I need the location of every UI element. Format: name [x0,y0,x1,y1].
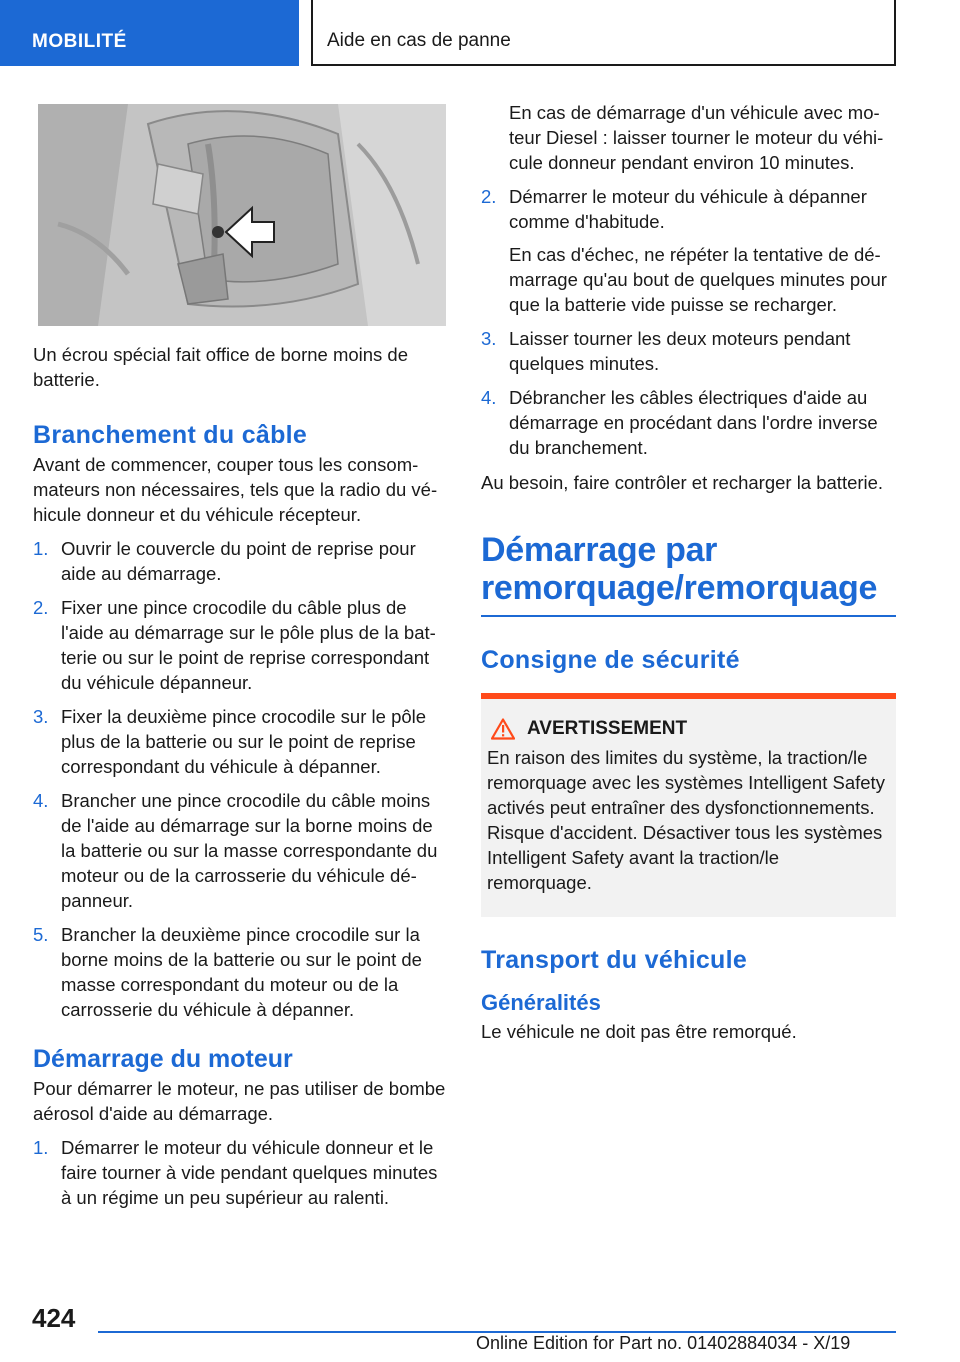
step-text: Débrancher les câbles électriques d'aide au démarrage en procédant dans l'ordre inverse du branchement. [509,387,878,458]
step-text: Laisser tourner les deux moteurs pendant quelques minutes. [509,328,851,374]
step-number: 1. [33,538,49,559]
section-tab: MOBILITÉ [0,0,299,66]
start-intro: Pour démarrer le moteur, ne pas utiliser de bombe aérosol d'aide au démarrage. [33,1078,446,1124]
step-text: Brancher une pince crocodile du câble moins de l'aide au démarrage sur la borne moins de la batterie ou sur la masse correspondante du moteur ou de la carrosserie du véhicule dépanneur. [61,790,438,911]
heading-tow-start [481,531,896,607]
engine-bay-illustration [38,104,446,326]
start-steps-list-cont [481,184,896,460]
step-text: Fixer la deuxième pince crocodile sur le pôle plus de la batterie ou sur le point de reprise correspondant du véhicule à dépanner. [61,706,427,777]
step-text: Ouvrir le couvercle du point de reprise pour aide au démarrage. [61,538,416,584]
left-column [33,104,448,1210]
step-number: 4. [481,387,497,408]
heading-rule [481,615,896,617]
list-item [33,536,448,586]
heading-cable-connection: Branchement du câble [33,421,308,449]
step-text: Démarrer le moteur du véhicule donneur et le faire tourner à vide pendant quelques minutes à un régime un peu supérieur au ralenti. [61,1137,438,1208]
battery-check-note: Au besoin, faire contrôler et recharger la batterie. [481,472,884,493]
chapter-title: Aide en cas de panne [311,0,896,66]
list-item [481,385,896,460]
general-text: Le véhicule ne doit pas être remorqué. [481,1020,797,1042]
step-number: 1. [33,1137,49,1158]
heading-safety-note: Consigne de sécurité [481,645,740,674]
list-item [33,595,448,695]
heading-line: Démarrage par [481,531,718,569]
page-number: 424 [32,1303,76,1333]
list-item [481,326,896,376]
step-text: Brancher la deuxième pince crocodile sur la borne moins de la batterie ou sur le point de masse correspondant du moteur ou de la carrosserie du véhicule à dépanner. [61,924,422,1020]
step-number: 5. [33,924,49,945]
start-steps-list [33,1135,448,1210]
cable-intro: Avant de commencer, couper tous les consommateurs non nécessaires, tels que la radio du véhicule donneur et du véhicule récepteur. [33,454,438,525]
step-number: 4. [33,790,49,811]
figure-caption: Un écrou spécial fait office de borne moins de batterie. [33,344,409,390]
heading-general: Généralités [481,989,601,1015]
warning-triangle-icon [491,718,515,740]
heading-vehicle-transport: Transport du véhicule [481,945,748,974]
heading-line: remorquage/remorquage [481,569,878,607]
step-number: 3. [33,706,49,727]
step-number: 2. [481,186,497,207]
list-item [33,788,448,913]
step-number: 3. [481,328,497,349]
warning-text: En raison des limites du système, la traction/le remorquage avec les systèmes Intelligent Safety activés peut entraîner des dysfonctionnements. Risque d'accident. Désactiver tous les systèmes Intelligent Safety avant la traction/le remorquage. [487,746,885,893]
step-text: Démarrer le moteur du véhicule à dépanner comme d'habitude. [509,186,867,232]
warning-label: AVERTISSEMENT [527,717,688,739]
engine-bay-drawing [38,104,446,326]
step-text: Fixer une pince crocodile du câble plus de l'aide au démarrage sur le pôle plus de la batterie ou sur le point de reprise correspondant du véhicule dépanneur. [61,597,436,693]
heading-engine-start: Démarrage du moteur [33,1045,293,1073]
right-column [481,100,896,1044]
edition-note: Online Edition for Part no. 01402884034 - X/19 [476,1333,851,1353]
list-item [481,184,896,317]
list-item [33,704,448,779]
step2-note: En cas d'échec, ne répéter la tentative de démarrage qu'au bout de quelques minutes pour que la batterie vide puisse se recharger. [509,244,887,315]
warning-box [481,693,896,917]
warning-title [491,717,888,741]
step1-continuation: En cas de démarrage d'un véhicule avec moteur Diesel : laisser tourner le moteur du véhicule donneur pendant environ 10 minutes. [509,102,884,173]
step-number: 2. [33,597,49,618]
list-item [33,1135,448,1210]
list-item [33,922,448,1022]
cable-steps-list [33,536,448,1022]
